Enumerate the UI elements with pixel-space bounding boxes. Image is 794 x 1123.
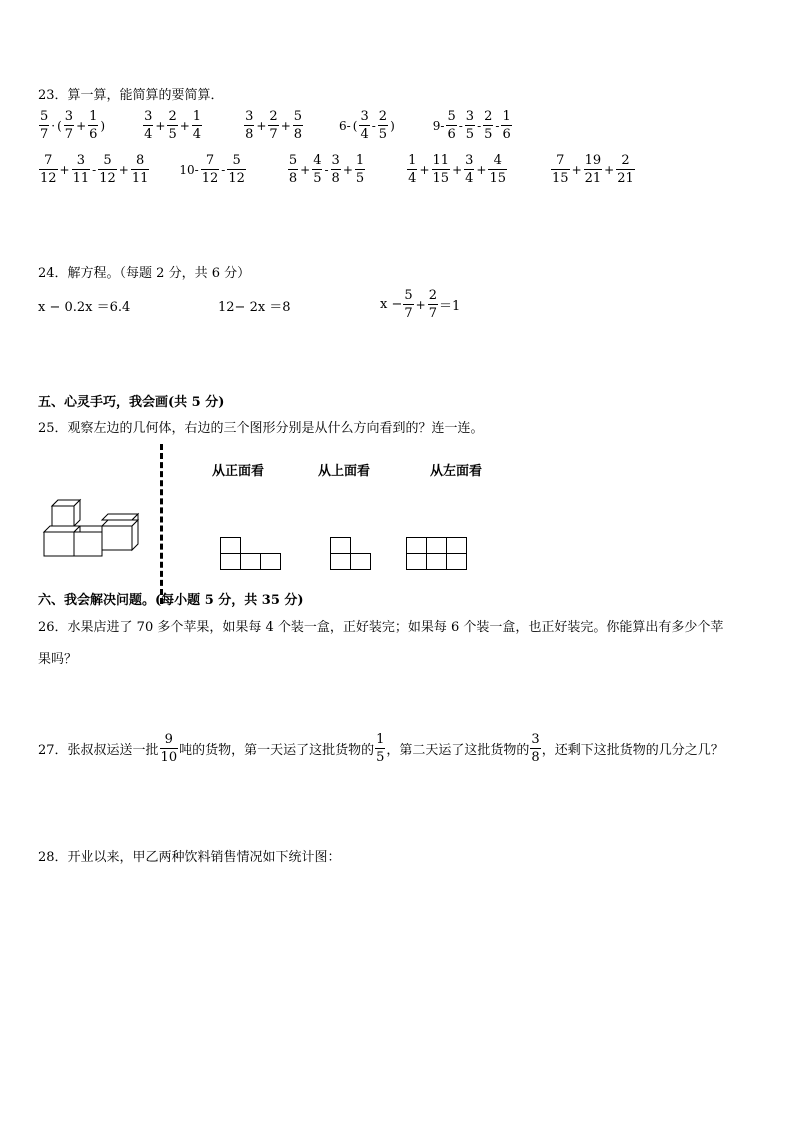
- expression-4: [406, 154, 508, 185]
- operator: ·: [51, 118, 56, 133]
- operator: (: [57, 118, 62, 133]
- view-figure-1: [220, 537, 290, 577]
- operator: +: [76, 118, 87, 133]
- expression-4: [338, 110, 396, 141]
- operator: 10-: [179, 162, 199, 177]
- numerator: 19: [584, 153, 602, 168]
- fraction: [293, 110, 303, 141]
- denominator: 5: [168, 127, 177, 142]
- fraction: [72, 154, 91, 185]
- section6-heading-points: (每小题 5 分，共 35 分): [155, 593, 304, 608]
- numerator: 3: [465, 109, 475, 124]
- expression-3: [287, 154, 366, 185]
- fraction: [359, 110, 369, 141]
- numerator: 1: [89, 109, 98, 124]
- q23-row1: [38, 110, 513, 141]
- fraction: [39, 110, 49, 141]
- fraction: [584, 154, 603, 185]
- fraction: [64, 110, 74, 141]
- fraction: [268, 110, 278, 141]
- numerator: 3: [360, 109, 369, 124]
- numerator: 5: [404, 288, 413, 303]
- numerator: 1: [192, 109, 202, 124]
- numerator: 3: [465, 153, 474, 168]
- q27-part-a: 27．张叔叔运送一批: [38, 743, 159, 758]
- section6-heading-main: 六、我会解决问题。: [38, 593, 156, 608]
- operator: +: [300, 162, 311, 177]
- fraction: [244, 110, 254, 141]
- numerator: 7: [205, 153, 215, 168]
- fraction: [464, 154, 474, 185]
- numerator: 2: [168, 109, 177, 124]
- q27-text: [38, 733, 724, 764]
- numerator: 5: [40, 109, 49, 124]
- expression-1: [38, 110, 106, 141]
- denominator: 7: [40, 127, 49, 142]
- fraction: [446, 110, 456, 141]
- fraction: [483, 110, 493, 141]
- numerator: 5: [288, 153, 298, 168]
- numerator: 3: [64, 109, 74, 124]
- denominator: 21: [617, 171, 634, 186]
- q27-part-b: 吨的货物，第一天运了这批货物的: [179, 743, 375, 758]
- fraction: [378, 110, 388, 141]
- numerator: 5: [447, 109, 456, 124]
- fraction: [131, 154, 150, 185]
- label-left-view: 从左面看: [430, 464, 483, 479]
- numerator: 3: [76, 153, 86, 168]
- view-figure-3: [406, 537, 476, 577]
- numerator: 3: [531, 732, 540, 747]
- fraction: [331, 154, 341, 185]
- expression-5: [432, 110, 513, 141]
- denominator: 12: [40, 171, 57, 186]
- operator: +: [419, 162, 430, 177]
- q24-equation-3: [380, 289, 460, 320]
- fraction: [201, 154, 220, 185]
- denominator: 21: [584, 171, 602, 186]
- operator: -: [477, 118, 482, 133]
- expression-2: [178, 154, 246, 185]
- label-top-view: 从上面看: [318, 464, 371, 479]
- operator: +: [342, 162, 353, 177]
- denominator: 8: [288, 171, 298, 186]
- q27-fraction-1: [160, 733, 179, 764]
- operator: ): [100, 118, 106, 133]
- denominator: 8: [245, 127, 254, 142]
- q24-title: 24．解方程。（每题 2 分，共 6 分）: [38, 266, 251, 281]
- denominator: 7: [64, 127, 74, 142]
- operator: -: [495, 118, 500, 133]
- numerator: 2: [428, 288, 437, 303]
- numerator: 3: [144, 109, 153, 124]
- numerator: 2: [378, 109, 388, 124]
- numerator: 4: [313, 153, 322, 168]
- fraction: [227, 154, 246, 185]
- numerator: 2: [484, 109, 493, 124]
- operator: +: [179, 118, 190, 133]
- q26-line-1: 26．水果店进了 70 多个苹果，如果每 4 个装一盒，正好装完；如果每 6 个装一盒，也正好装完。你能算出有多少个苹: [38, 620, 724, 635]
- fraction: [288, 154, 298, 185]
- fraction: [143, 110, 153, 141]
- denominator: 7: [269, 127, 278, 142]
- fraction: [465, 110, 475, 141]
- q27-part-d: ，还剩下这批货物的几分之几？: [541, 743, 724, 758]
- denominator: 11: [72, 171, 90, 186]
- denominator: 5: [376, 750, 385, 765]
- eq3-fraction-2: [428, 289, 438, 320]
- operator: +: [118, 162, 129, 177]
- operator: ): [390, 118, 395, 133]
- operator: -: [92, 162, 97, 177]
- fraction: [616, 154, 635, 185]
- expression-1: [38, 154, 150, 185]
- denominator: 15: [552, 171, 569, 186]
- operator: -: [221, 162, 226, 177]
- operator: 9-: [432, 118, 445, 133]
- operator: -: [458, 118, 463, 133]
- numerator: 8: [135, 153, 145, 168]
- denominator: 8: [531, 750, 540, 765]
- numerator: 2: [269, 109, 278, 124]
- q25-text: 25．观察左边的几何体，右边的三个图形分别是从什么方向看到的？连一连。: [38, 421, 484, 436]
- geometric-solid-figure: [40, 496, 144, 562]
- numerator: 1: [408, 153, 417, 168]
- q26-line-2: 果吗？: [38, 652, 78, 667]
- denominator: 15: [489, 171, 507, 186]
- numerator: 1: [376, 732, 385, 747]
- numerator: 7: [556, 153, 565, 168]
- denominator: 10: [160, 750, 178, 765]
- q27-part-c: ，第二天运了这批货物的: [386, 743, 530, 758]
- expression-3: [243, 110, 304, 141]
- numerator: 11: [432, 153, 450, 168]
- operator: +: [452, 162, 463, 177]
- q28-text: 28．开业以来，甲乙两种饮料销售情况如下统计图：: [38, 850, 341, 865]
- numerator: 5: [232, 153, 241, 168]
- denominator: 12: [201, 171, 219, 186]
- numerator: 1: [355, 153, 365, 168]
- denominator: 12: [99, 171, 116, 186]
- numerator: 3: [331, 153, 340, 168]
- denominator: 6: [502, 127, 511, 142]
- denominator: 6: [89, 127, 98, 142]
- operator: (: [352, 118, 358, 133]
- numerator: 5: [293, 109, 303, 124]
- q27-fraction-3: [530, 733, 540, 764]
- denominator: 5: [355, 171, 365, 186]
- numerator: 4: [493, 153, 502, 168]
- fraction: [407, 154, 417, 185]
- label-front-view: 从正面看: [212, 464, 265, 479]
- eq3-suffix: ＝1: [438, 299, 461, 314]
- eq3-prefix: x −: [380, 297, 403, 312]
- divider-dashed-line: [160, 444, 163, 604]
- denominator: 11: [131, 171, 149, 186]
- denominator: 8: [293, 127, 303, 142]
- denominator: 5: [313, 171, 322, 186]
- numerator: 3: [245, 109, 254, 124]
- fraction: [88, 110, 98, 141]
- operator: +: [476, 162, 487, 177]
- denominator: 5: [484, 127, 493, 142]
- operator: +: [280, 118, 291, 133]
- denominator: 4: [408, 171, 417, 186]
- denominator: 5: [378, 127, 388, 142]
- operator: -: [371, 118, 376, 133]
- fraction: [98, 154, 117, 185]
- denominator: 5: [465, 127, 475, 142]
- fraction: [501, 110, 511, 141]
- denominator: 12: [228, 171, 245, 186]
- operator: +: [604, 162, 615, 177]
- q24-equation-2: 12− 2x ＝8: [218, 300, 291, 315]
- denominator: 7: [428, 306, 437, 321]
- numerator: 5: [103, 153, 112, 168]
- eq3-operator: +: [415, 297, 426, 312]
- fraction: [167, 110, 177, 141]
- q23-title: 23．算一算，能简算的要简算．: [38, 88, 224, 103]
- section5-heading: 五、心灵手巧，我会画(共 5 分): [38, 395, 225, 410]
- denominator: 4: [465, 171, 474, 186]
- denominator: 8: [331, 171, 340, 186]
- fraction: [355, 154, 365, 185]
- section6-heading: [38, 589, 304, 608]
- q23-row2: [38, 154, 636, 185]
- numerator: 7: [44, 153, 53, 168]
- denominator: 7: [404, 306, 413, 321]
- fraction: [192, 110, 202, 141]
- eq3-fraction-1: [403, 289, 413, 320]
- q24-equation-1: x − 0.2x ＝6.4: [38, 300, 131, 315]
- denominator: 15: [432, 171, 450, 186]
- numerator: 9: [164, 732, 173, 747]
- expression-5: [550, 154, 636, 185]
- fraction: [39, 154, 58, 185]
- denominator: 4: [144, 127, 153, 142]
- operator: +: [571, 162, 582, 177]
- numerator: 2: [621, 153, 630, 168]
- denominator: 4: [360, 127, 369, 142]
- q27-fraction-2: [375, 733, 385, 764]
- fraction: [551, 154, 570, 185]
- operator: +: [256, 118, 267, 133]
- operator: +: [59, 162, 70, 177]
- denominator: 6: [447, 127, 456, 142]
- denominator: 4: [192, 127, 202, 142]
- fraction: [488, 154, 507, 185]
- operator: -: [324, 162, 329, 177]
- expression-2: [142, 110, 203, 141]
- operator: 6-: [339, 118, 351, 133]
- fraction: [312, 154, 322, 185]
- operator: +: [155, 118, 166, 133]
- numerator: 1: [502, 109, 511, 124]
- fraction: [432, 154, 451, 185]
- view-figure-2: [330, 537, 380, 577]
